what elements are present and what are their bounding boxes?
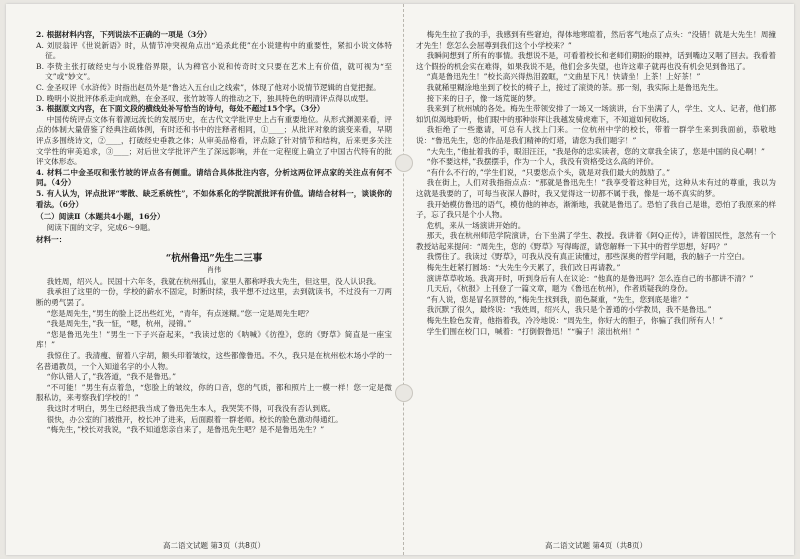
- question-2-option-c: C. 金圣叹评《水浒传》时指出赵员外是“鲁达入五台山之线索”，体现了他对小说情节逻辑的自觉把握。: [36, 82, 381, 92]
- question-4: 4. 材料二中金圣叹和张竹坡的评点各有侧重。请结合具体批注内容，分析这两位评点家的关注点有何不同。（4分）: [36, 167, 392, 188]
- story-paragraph: 我拒绝了一些邀请，可总有人找上门来。一位杭州中学的校长，带着一群学生来到我面前，恭敬地说：“鲁迅先生，您的作品是我们精神的灯塔，请您为我们题字！”: [416, 125, 776, 145]
- story-paragraph: 危机，来从一场演讲开始的。: [426, 220, 526, 230]
- story-paragraph: 我承担了这里的一份，学校的薪水不固定，时断时续，我平想不过这里，去到就读书，不过没有一刀两断的勇气罢了。: [36, 287, 392, 308]
- story-paragraph: “梅先生，”校长对我说，“我不知道您亲自来了，是鲁迅先生吧？是不是鲁迅先生？”: [46, 425, 325, 435]
- story-paragraph: 几天后，《杭报》上刊登了一篇文章，题为《鲁迅在杭州》，作者质疑我的身份。: [426, 284, 693, 294]
- material-label: 材料一：: [36, 235, 67, 245]
- story-paragraph: 我来到了杭州城的各处。梅先生带领安排了一场又一场演讲，台下坐满了人，学生、文人、记者，他们都如饥似渴地聆听，他们眼中的那种崇拜让我越发骑虎难下，不知道如何收场。: [416, 104, 776, 124]
- story-title: “杭州鲁迅”先生二三事: [165, 252, 263, 264]
- story-paragraph: 我惊住了。我清瘦、留着八字胡，额头印着皱纹，这些都像鲁迅。不久，我只是在杭州松木场小学的一名普通教员，一个入知道名字的小人物。: [36, 351, 392, 371]
- story-paragraph: “大先生，”他扯着我的手，眼泪汪汪，“我是你的忠实读者，您的文章我全读了，您是中国的良心啊！”: [426, 146, 765, 156]
- left-page: [36, 30, 392, 537]
- story-paragraph: “不可能！”男生有点着急，“您脸上的皱纹，你的口音，您的气质，都和照片上一模一样！您一定是微服私访，来考察我们学校的！”: [36, 382, 392, 403]
- story-paragraph: 我姓周，绍兴人。民国十六年冬，我就在杭州孤山，家里人都称呼我大先生，但这里，没人认识我。: [46, 276, 381, 286]
- story-paragraph: 我这时才明白，男生已经把我当成了鲁迅先生本人，我哭笑不得，可我没有否认到底。: [46, 404, 336, 413]
- question-2-option-a: A. 刘辰翁评《世说新语》时，从情节冲突视角点出“追杀此使”在小说建构中的重要性，紧扣小说文体特征。: [36, 40, 392, 61]
- story-paragraph: 我瞬间想到了所有的事情。我想说不是，可看着校长和老师们期盼的眼神，话到嘴边又咽了回去。我看着这个假扮的机会实在难得，如果我说不是，他们会多失望，也许这辈子就再也没有机会见到鲁迅了。: [416, 51, 776, 71]
- story-paragraph: “有什么不行的，”学生们说，“只要您点个头，就是对我们最大的鼓励了。”: [426, 167, 670, 177]
- story-paragraph: 我就稀里糊涂地坐到了校长的椅子上，接过了滚烫的茶。那一刻，我实际上是鲁迅先生。: [426, 82, 723, 92]
- story-paragraph: 接下来的日子，像一场荒诞的梦。: [426, 93, 541, 103]
- question-3-stem: 3. 根据原文内容，在下面文段的横线处补写恰当的诗句，每处不超过15个字。（3分）: [36, 104, 325, 114]
- story-paragraph: “您是周先生，”男生的脸上泛出些红光，“青年，有点迷糊。”您一定是周先生吧？: [46, 308, 313, 318]
- story-paragraph: “有人说，您是冒名顶替的，”梅先生找到我，面色凝重，“先生，您到底是谁？”: [426, 294, 689, 304]
- story-paragraph: “你认错人了，”我答道，“我不是鲁迅。”: [46, 372, 177, 382]
- page-footer-right: 高二语文试题 第4页（共8页）: [545, 541, 647, 550]
- question-5: 5. 有人认为，评点批评“零散、缺乏系统性”，不如体系化的学院派批评有价值。请结合材料一，谈谈你的看法。（6分）: [36, 188, 392, 209]
- reading-instruction: 阅读下面的文字，完成6～9题。: [46, 222, 156, 232]
- story-author: 肖伟: [207, 265, 221, 274]
- story-paragraph: “您是鲁迅先生！”男生一下子兴奋起来，“我读过您的《呐喊》《彷徨》，您的《野草》简直是一座宝库！”: [36, 329, 392, 350]
- story-paragraph: 我在街上，人们对我指指点点：“那就是鲁迅先生！”我享受着这种目光，这种从未有过的尊重，我以为这就是我要的了，可每当夜深人静时，我又觉得这一切都不属于我，像是一场不真实的梦。: [416, 178, 776, 198]
- story-paragraph: 我愣住了。我读过《野草》，可我从没有真正读懂过，那些深奥的哲学问题，我的脑子一片空白。: [426, 252, 750, 262]
- story-paragraph: “真是鲁迅先生！”校长高兴得热泪盈眶，“文曲星下凡！快请坐！上茶！上好茶！”: [426, 72, 701, 82]
- story-paragraph: 梅先生脸色发青，他指着我，冷冷地说：“周先生，你好大的胆子，你骗了我们所有人！”: [426, 316, 723, 326]
- story-paragraph: 很快，办公室的门被推开，校长冲了进来，后面跟着一群老师。校长的脸色激动得通红。: [46, 414, 343, 424]
- story-paragraph: “我是周先生，”我一怔，“嗯，杭州，浸锦。”: [46, 319, 192, 329]
- story-paragraph: 演讲草草收场。我离开时，听到身后有人在议论：“他真的是鲁迅吗？怎么连自己的书都讲不清？”: [426, 273, 754, 283]
- story-paragraph: 梅先生拉了我的手，我感到有些窘迫，得体地寒暄着，然后客气地点了点头：“没错！就是大先生！周撞才先生！您怎么会屈尊到我们这个小学校来？”: [416, 30, 776, 50]
- story-paragraph: 我开始模仿鲁迅的语气，模仿他的神态，渐渐地，我就是鲁迅了。恐怕了我自己是谁，恐怕了我原来的样子，忘了我只是个小人物。: [416, 199, 776, 220]
- page-fold-line: [403, 4, 405, 555]
- question-3-passage: 中国传统评点文体有着源远流长的发展历史，在古代文学批评史上占有重要地位。从形式渊源来看，评点的体制大量借鉴了经典注疏体例，有时还和书中的注释者相同，①____；从批评对象的演变来看，早期评点多围绕诗文，②____，打破经史垂教之体；从审美品格看，评点除了针对情节和结构，后来更多关注文学性的审美追求，③____；对后世文学批评产生了深远影响，并在一定程度上确立了中国古代特有的批评文体形态。: [36, 114, 392, 167]
- exam-sheet: [6, 4, 794, 555]
- section-heading: （二）阅读Ⅱ（本题共4小题，16分）: [36, 212, 165, 222]
- story-paragraph: 我沉默了很久，最终说：“我姓周，绍兴人，我只是个普通的小学教员，我不是鲁迅。”: [426, 305, 712, 315]
- question-2-option-d: D. 晚明小说批评体系走向成熟，在金圣叹、张竹坡等人的推动之下，独具特色的明清评点得以成型。: [36, 93, 374, 103]
- binding-hole: [395, 154, 413, 172]
- question-2-option-b: B. 李贽主张打破经史与小说雅俗界限，认为稗官小说和传奇时文只要在艺术上有价值，就可视为“至文”或“妙文”。: [36, 61, 392, 82]
- question-2-stem: 2. 根据材料内容，下列说法不正确的一项是（3分）: [36, 30, 212, 39]
- story-paragraph: 学生们围在校门口，喊着：“打倒假鲁迅！”“骗子！滚出杭州！”: [426, 326, 640, 336]
- story-paragraph: “你不要这样，”我摆摆手，作为一个人，我没有资格受这么高的评价。: [426, 157, 659, 167]
- story-paragraph: 那天，我在杭州师范学院演讲，台下坐满了学生、教授。我讲着《阿Q正传》，讲着国民性，忽然有一个教授站起来提问：“周先生，您的《野草》写得晦涩，请您解释一下其中的哲学思想，好吗？”: [416, 231, 776, 251]
- page-footer-left: 高二语文试题 第3页（共8页）: [163, 541, 265, 550]
- binding-hole: [395, 384, 413, 402]
- right-page: [416, 30, 776, 537]
- story-paragraph: 梅先生赶紧打圆场：“大先生今天累了，我们改日再请教。”: [426, 263, 621, 273]
